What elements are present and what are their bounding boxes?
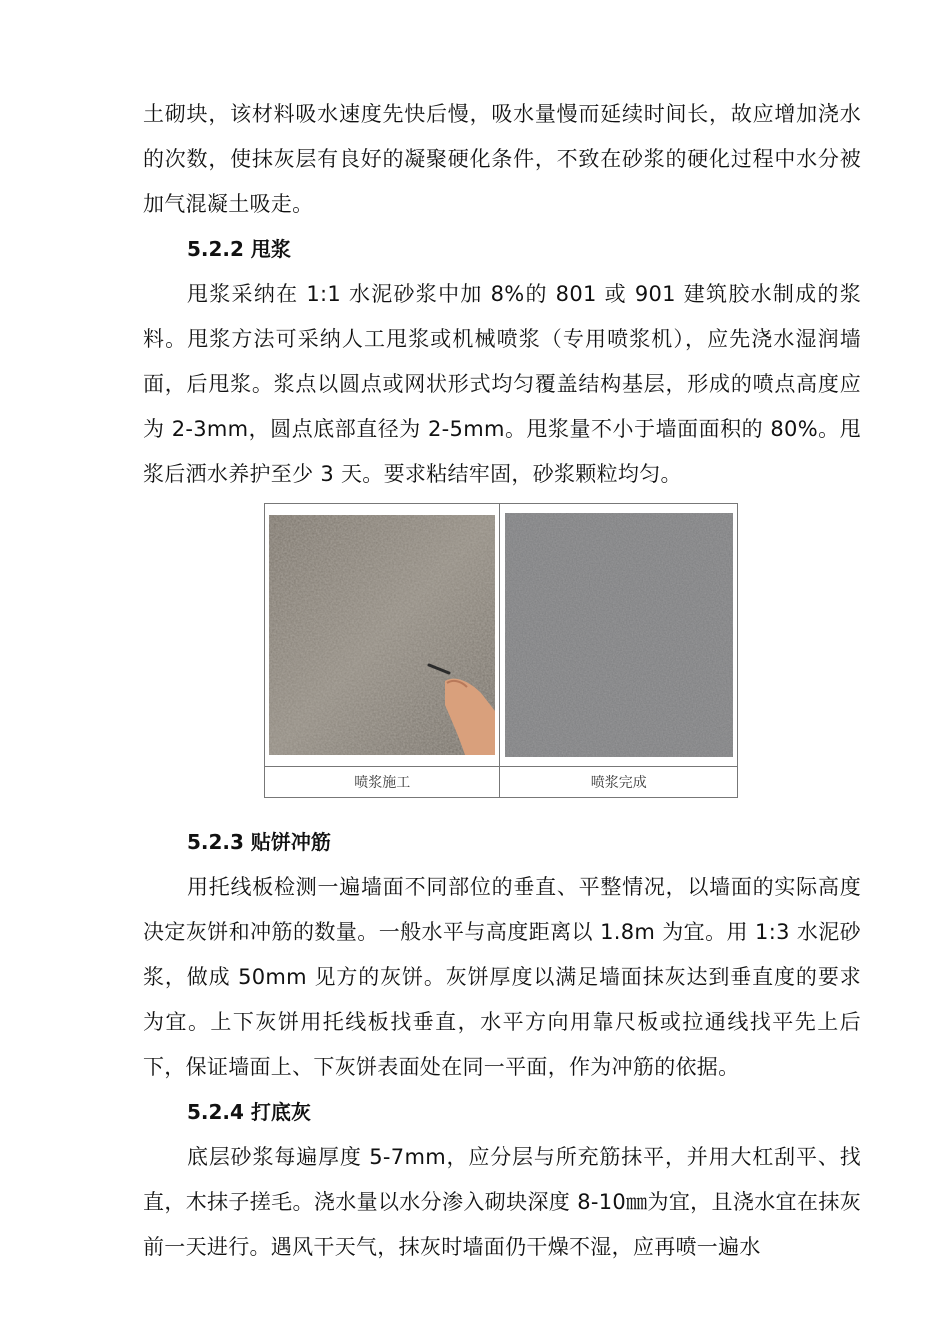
paragraph-5-2-2: 甩浆采纳在 1:1 水泥砂浆中加 8%的 801 或 901 建筑胶水制成的浆料。甩浆方法可采纳人工甩浆或机械喷浆（专用喷浆机），应先浇水湿润墙面，后甩浆。浆点以圆点或网状形式均匀覆盖结构基层，形成的喷点高度应为 2-3mm，圆点底部直径为 2-5mm。甩浆量不小于墙面面积的 80%。甩浆后洒水养护至少 3 天。要求粘结牢固，砂浆颗粒均匀。	[143, 282, 861, 486]
document-page	[143, 92, 861, 1270]
spraying-photo	[269, 515, 495, 755]
paragraph-5-2-3: 用托线板检测一遍墙面不同部位的垂直、平整情况，以墙面的实际高度决定灰饼和冲筋的数量。一般水平与高度距离以 1.8m 为宜。用 1:3 水泥砂浆，做成 50mm 见方的灰饼。灰饼厚度以满足墙面抹灰达到垂直度的要求为宜。上下灰饼用托线板找垂直，水平方向用靠尺板或拉通线找平先上后下，保证墙面上、下灰饼表面处在同一平面，作为冲筋的依据。	[143, 875, 861, 1079]
paragraph-5-2-4: 底层砂浆每遍厚度 5-7mm，应分层与所充筋抹平，并用大杠刮平、找直，木抹子搓毛。浇水量以水分渗入砌块深度 8-10㎜为宜，且浇水宜在抹灰前一天进行。遇风干天气，抹灰时墙面仍干燥不湿，应再喷一遍水	[143, 1145, 861, 1259]
figure-table	[264, 503, 738, 798]
heading-5-2-4: 5.2.4 打底灰	[187, 1100, 311, 1124]
caption-right: 喷浆完成	[500, 767, 738, 798]
photo-cell-left	[265, 504, 500, 767]
photo-cell-right	[500, 504, 738, 767]
caption-left: 喷浆施工	[265, 767, 500, 798]
sprayed-wall-photo	[505, 513, 733, 757]
heading-5-2-2: 5.2.2 甩浆	[187, 237, 291, 261]
heading-5-2-3: 5.2.3 贴饼冲筋	[187, 830, 331, 854]
paragraph-continued: 土砌块，该材料吸水速度先快后慢，吸水量慢而延续时间长，故应增加浇水的次数，使抹灰层有良好的凝聚硬化条件，不致在砂浆的硬化过程中水分被加气混凝土吸走。	[143, 102, 861, 216]
